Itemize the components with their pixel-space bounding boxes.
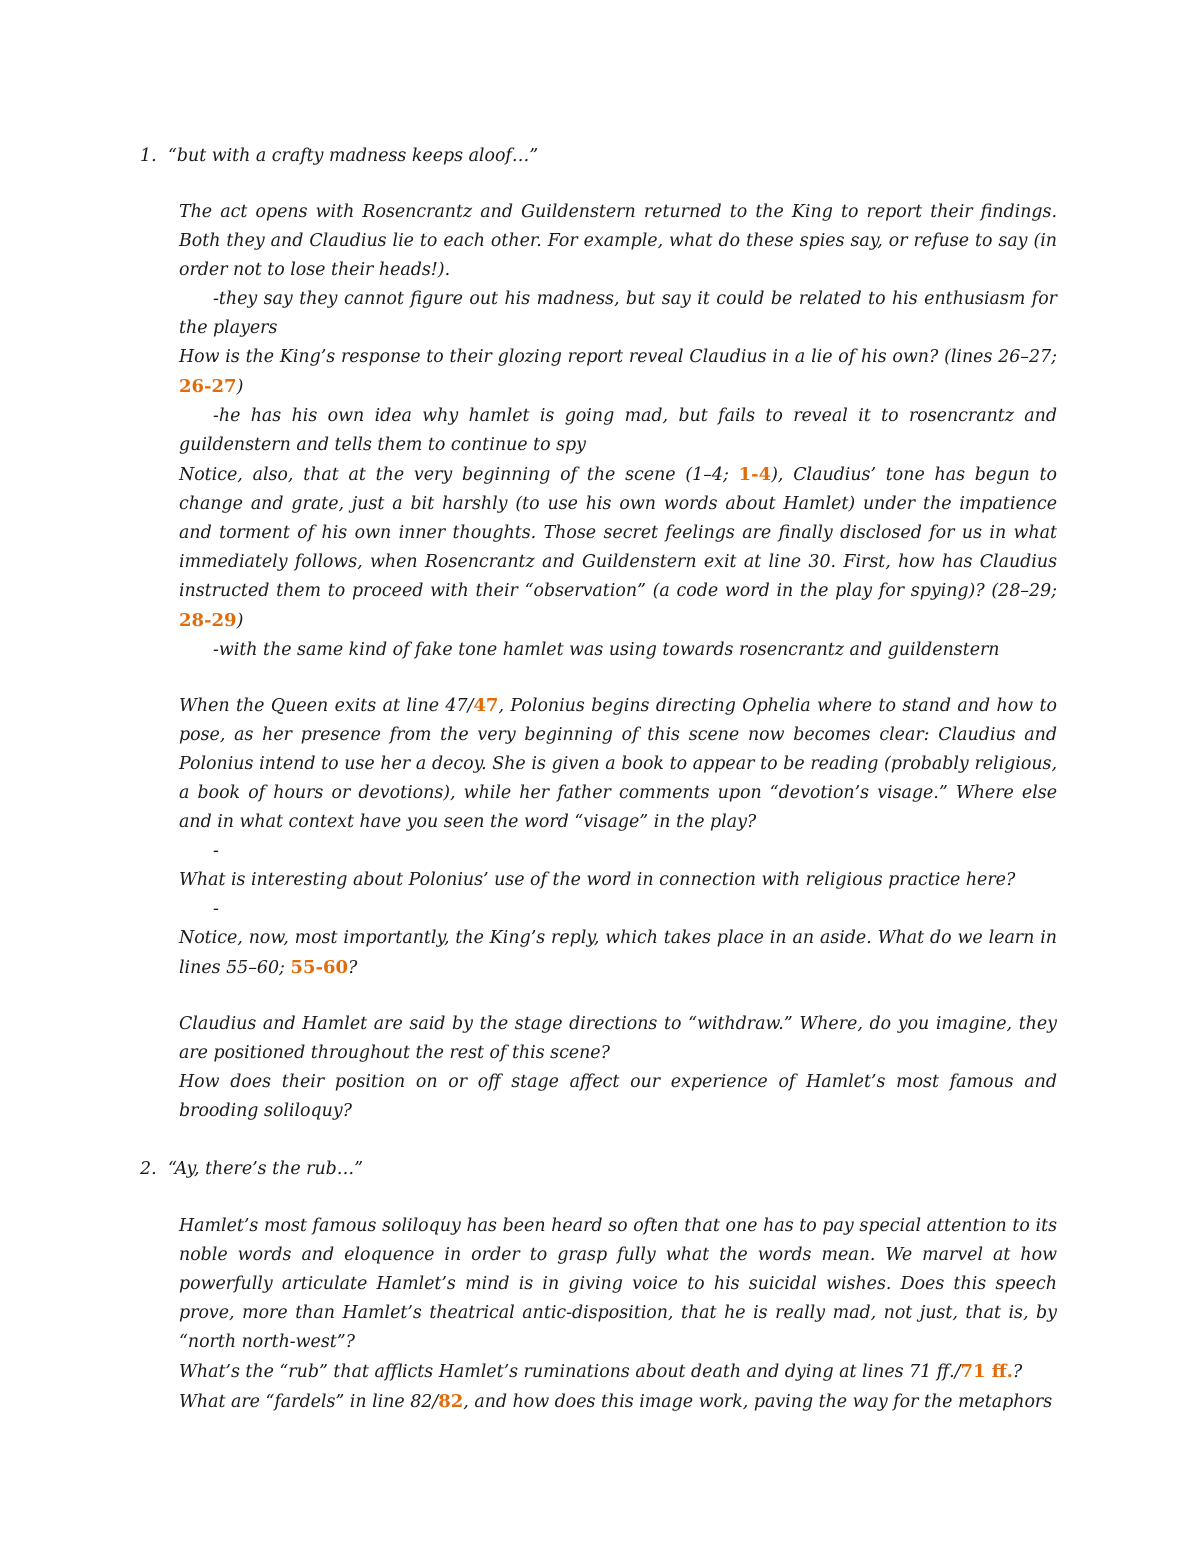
line-reference: 28-29 [179, 610, 237, 631]
line-reference: 26-27 [179, 376, 237, 397]
paragraph: What is interesting about Polonius’ use of the word in connection with religious practice here? [179, 870, 1016, 890]
answer: -they say they cannot figure out his madness, but say it could be related to his enthusiasm for the players [179, 289, 1057, 338]
line-reference: 47 [473, 695, 499, 716]
answer-dash: - [213, 841, 219, 861]
line-reference: 71 ff. [960, 1361, 1013, 1382]
text-run: ) [236, 377, 244, 397]
text-run: ? [348, 958, 358, 978]
text-run: What’s the “rub” that afflicts Hamlet’s ruminations about death and dying at lines 71 ff./ [179, 1362, 961, 1382]
text-run: ? [1012, 1362, 1023, 1382]
text-run: Notice, now, most importantly, the King’s reply, which takes place in an aside. What do we learn in lines 55–60; [179, 928, 1057, 978]
text-run: ), Claudius’ tone has begun to change and grate, just a bit harshly (to use his own words about Hamlet) under the impatience and torment of his own inner thoughts. Those secret feelings are finally disclosed for us in what immediately follows, when Rosencrantz and Guildenstern exit at line 30. First, how has Claudius instructed them to proceed with their “observation” (a code word in the play for spying)? (28–29; [179, 465, 1057, 601]
text-run: Notice, also, that at the very beginning of the scene (1–4; [179, 465, 739, 485]
question-number: 2. [140, 1159, 157, 1179]
text-run: , Polonius begins directing Ophelia where to stand and how to pose, as her presence from the very beginning of this scene now becomes clear: Claudius and Polonius intend to use her a decoy. She is given a book to appear to be reading (probably religious, a book of hours or devotions), while her father comments upon “devotion’s visage.” Where else and in what context have you seen the word “visage” in the play? [179, 696, 1057, 832]
paragraph [179, 343, 1057, 402]
question-1-body-continued [179, 691, 1057, 983]
question-number: 1. [140, 146, 157, 166]
paragraph: Hamlet’s most famous soliloquy has been heard so often that one has to pay special attention to its noble words and eloquence in order to grasp fully what the words mean. We marvel at how powerfully articulate Hamlet’s mind is in giving voice to his suicidal wishes. Does this speech prove, more than Hamlet’s theatrical antic-disposition, that he is really mad, not just, that is, by “north north-west”? [179, 1216, 1057, 1352]
paragraph [179, 1387, 1057, 1417]
text-run: When the Queen exits at line 47/ [179, 696, 474, 716]
question-1-body-end [179, 1010, 1057, 1126]
paragraph [179, 1357, 1057, 1387]
question-title: “Ay, there’s the rub…” [168, 1159, 364, 1179]
question-title: “but with a crafty madness keeps aloof…” [168, 146, 539, 166]
paragraph: The act opens with Rosencrantz and Guildenstern returned to the King to report their findings. Both they and Claudius lie to each other. For example, what do these spies say, or refuse to say (in order not to lose their heads!). [179, 202, 1057, 280]
paragraph [179, 460, 1057, 636]
paragraph: How does their position on or off stage affect our experience of Hamlet’s most famous and brooding soliloquy? [179, 1072, 1057, 1121]
line-reference: 55-60 [290, 957, 348, 978]
answer: -with the same kind of fake tone hamlet was using towards rosencrantz and guildenstern [213, 640, 1000, 660]
answer-dash: - [213, 899, 219, 919]
answer: -he has his own idea why hamlet is going mad, but fails to reveal it to rosencrantz and guildenstern and tells them to continue to spy [179, 406, 1057, 455]
line-reference: 1-4 [738, 464, 772, 485]
text-run: What are “fardels” in line 82/ [179, 1392, 439, 1412]
paragraph: Claudius and Hamlet are said by the stage directions to “withdraw.” Where, do you imagine, they are positioned throughout the rest of this scene? [179, 1014, 1057, 1063]
line-reference: 82 [438, 1391, 464, 1412]
paragraph [179, 691, 1057, 837]
paragraph [179, 924, 1057, 983]
question-2-body [179, 1212, 1057, 1417]
text-run: , and how does this image work, paving the way for the metaphors [463, 1392, 1053, 1412]
text-run: ) [236, 611, 244, 631]
text-run: How is the King’s response to their glozing report reveal Claudius in a lie of his own? (lines 26–27; [179, 347, 1057, 367]
question-1-body [179, 198, 1057, 665]
